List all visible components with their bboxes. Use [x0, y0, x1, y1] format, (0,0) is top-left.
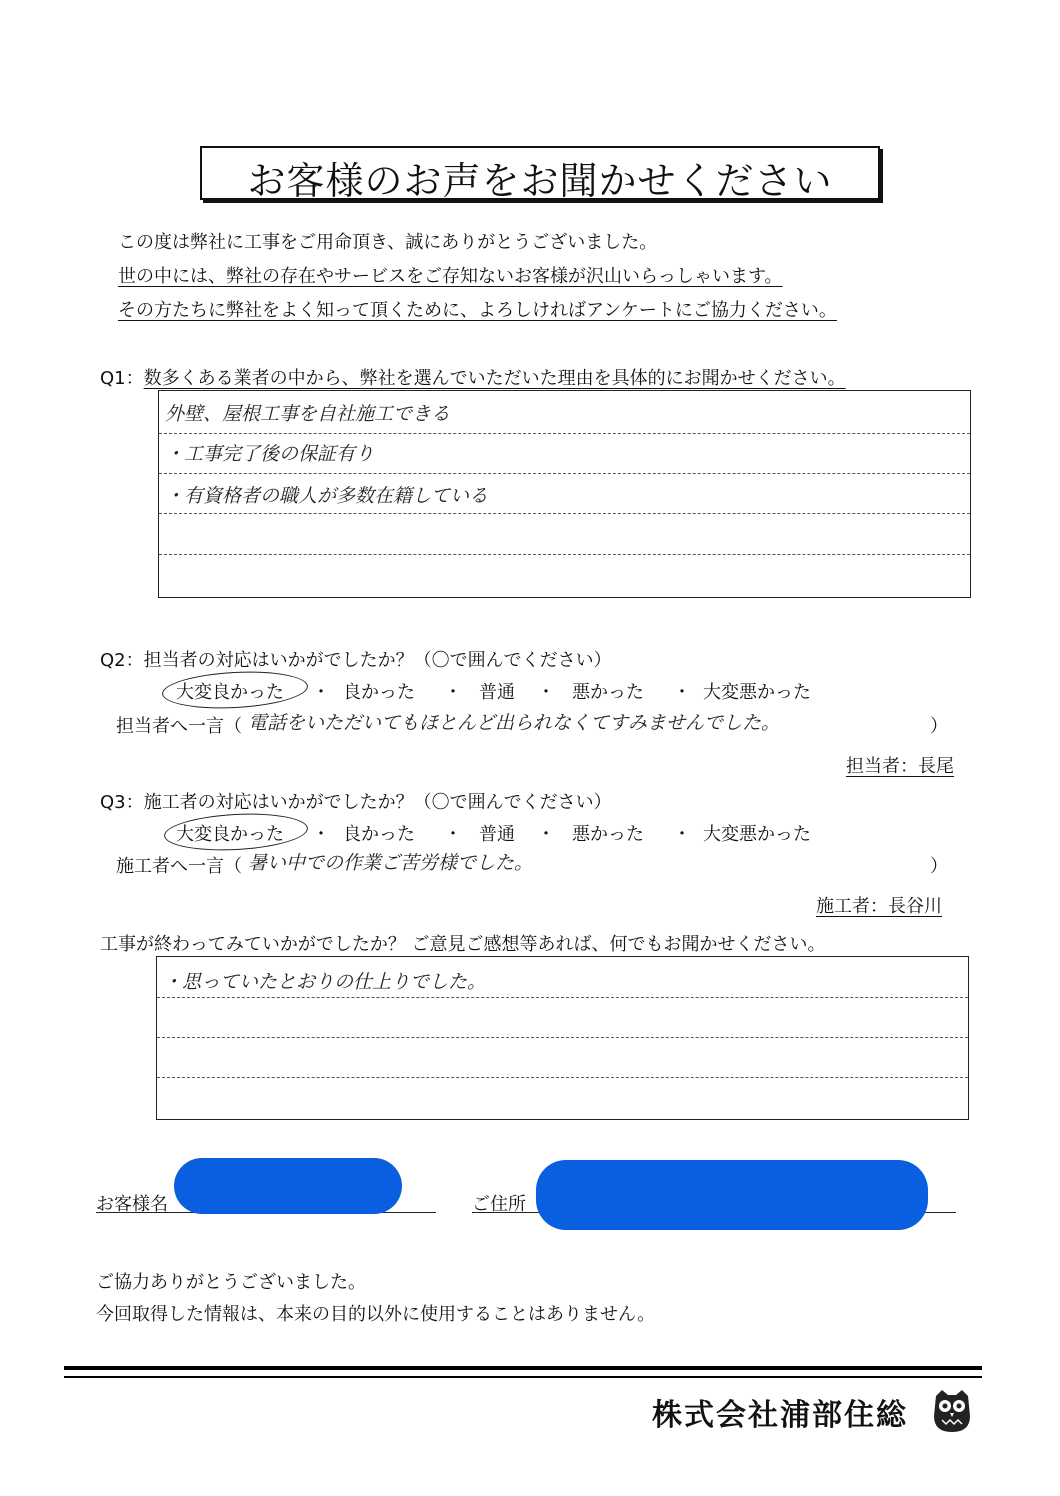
q3-option-2[interactable]: 良かった	[343, 824, 415, 845]
q2-question	[100, 646, 612, 672]
q3-option-1[interactable]: 大変良かった	[176, 824, 284, 845]
q1-answer-3: ・有資格者の職人が多数在籍している	[165, 485, 489, 507]
q1-answer-2: ・工事完了後の保証有り	[165, 443, 375, 465]
q3-options	[0, 820, 1060, 844]
footer-rule-thin	[64, 1376, 982, 1378]
q4-answer: ・思っていたとおりの仕上りでした。	[163, 971, 487, 993]
q2-separator: ・	[537, 682, 555, 703]
company-name: 株式会社浦部住総	[652, 1398, 908, 1433]
q2-separator: ・	[673, 682, 691, 703]
privacy-text: 今回取得した情報は、本来の目的以外に使用することはありません。	[96, 1304, 656, 1325]
q1-label: Q1：	[100, 368, 144, 389]
address-label: ご住所	[472, 1194, 526, 1215]
q2-comment[interactable]: 電話をいただいてもほとんど出られなくてすみませんでした。	[248, 712, 781, 734]
q3-option-5[interactable]: 大変悪かった	[703, 824, 811, 845]
q2-options	[0, 678, 1060, 702]
page-title: お客様のお声をお聞かせください	[247, 159, 833, 203]
q4-question: 工事が終わってみていかがでしたか？ ご意見ご感想等あれば、何でもお聞かせください。	[100, 934, 826, 955]
q2-comment-label: 担当者へ一言（	[116, 716, 242, 737]
q2-option-2[interactable]: 良かった	[343, 682, 415, 703]
q1-answer-1: 外壁、屋根工事を自社施工できる	[165, 403, 451, 425]
q3-question	[100, 788, 612, 814]
q2-staff: 担当者：長尾	[846, 756, 954, 777]
q2-separator: ・	[444, 682, 462, 703]
q1-text: 数多くある業者の中から、弊社を選んでいただいた理由を具体的にお聞かせください。	[143, 368, 846, 389]
q3-close-paren: ）	[930, 856, 948, 877]
q3-comment[interactable]: 暑い中での作業ご苦労様でした。	[248, 852, 534, 874]
q3-separator: ・	[444, 824, 462, 845]
q1-answer-box[interactable]	[158, 390, 971, 598]
q2-text: 担当者の対応はいかがでしたか？（〇で囲んでください）	[143, 650, 612, 671]
q3-label: Q3：	[100, 792, 144, 813]
q1-question	[100, 364, 846, 390]
q2-option-1[interactable]: 大変良かった	[176, 682, 284, 703]
intro-line-1: この度は弊社に工事をご用命頂き、誠にありがとうございました。	[118, 232, 658, 253]
q3-separator: ・	[312, 824, 330, 845]
q2-separator: ・	[312, 682, 330, 703]
q3-option-3[interactable]: 普通	[479, 824, 515, 845]
q3-text: 施工者の対応はいかがでしたか？（〇で囲んでください）	[143, 792, 612, 813]
q2-label: Q2：	[100, 650, 144, 671]
customer-name-redaction	[174, 1158, 402, 1214]
owl-icon	[930, 1386, 974, 1434]
q4-answer-box[interactable]	[156, 956, 969, 1120]
address-redaction	[536, 1160, 928, 1230]
q3-separator: ・	[537, 824, 555, 845]
q3-separator: ・	[673, 824, 691, 845]
customer-name-label: お客様名	[96, 1194, 168, 1215]
q3-option-4[interactable]: 悪かった	[572, 824, 644, 845]
q3-staff: 施工者：長谷川	[816, 896, 942, 917]
q2-option-5[interactable]: 大変悪かった	[703, 682, 811, 703]
q2-option-3[interactable]: 普通	[479, 682, 515, 703]
q2-option-4[interactable]: 悪かった	[572, 682, 644, 703]
q2-close-paren: ）	[930, 716, 948, 737]
q3-comment-label: 施工者へ一言（	[116, 856, 242, 877]
footer-rule-thick	[64, 1366, 982, 1370]
intro-line-3: その方たちに弊社をよく知って頂くために、よろしければアンケートにご協力ください。	[118, 300, 837, 321]
thanks-text: ご協力ありがとうございました。	[96, 1272, 366, 1293]
intro-line-2: 世の中には、弊社の存在やサービスをご存知ないお客様が沢山いらっしゃいます。	[118, 266, 783, 287]
q2-selected-circle	[161, 668, 309, 712]
